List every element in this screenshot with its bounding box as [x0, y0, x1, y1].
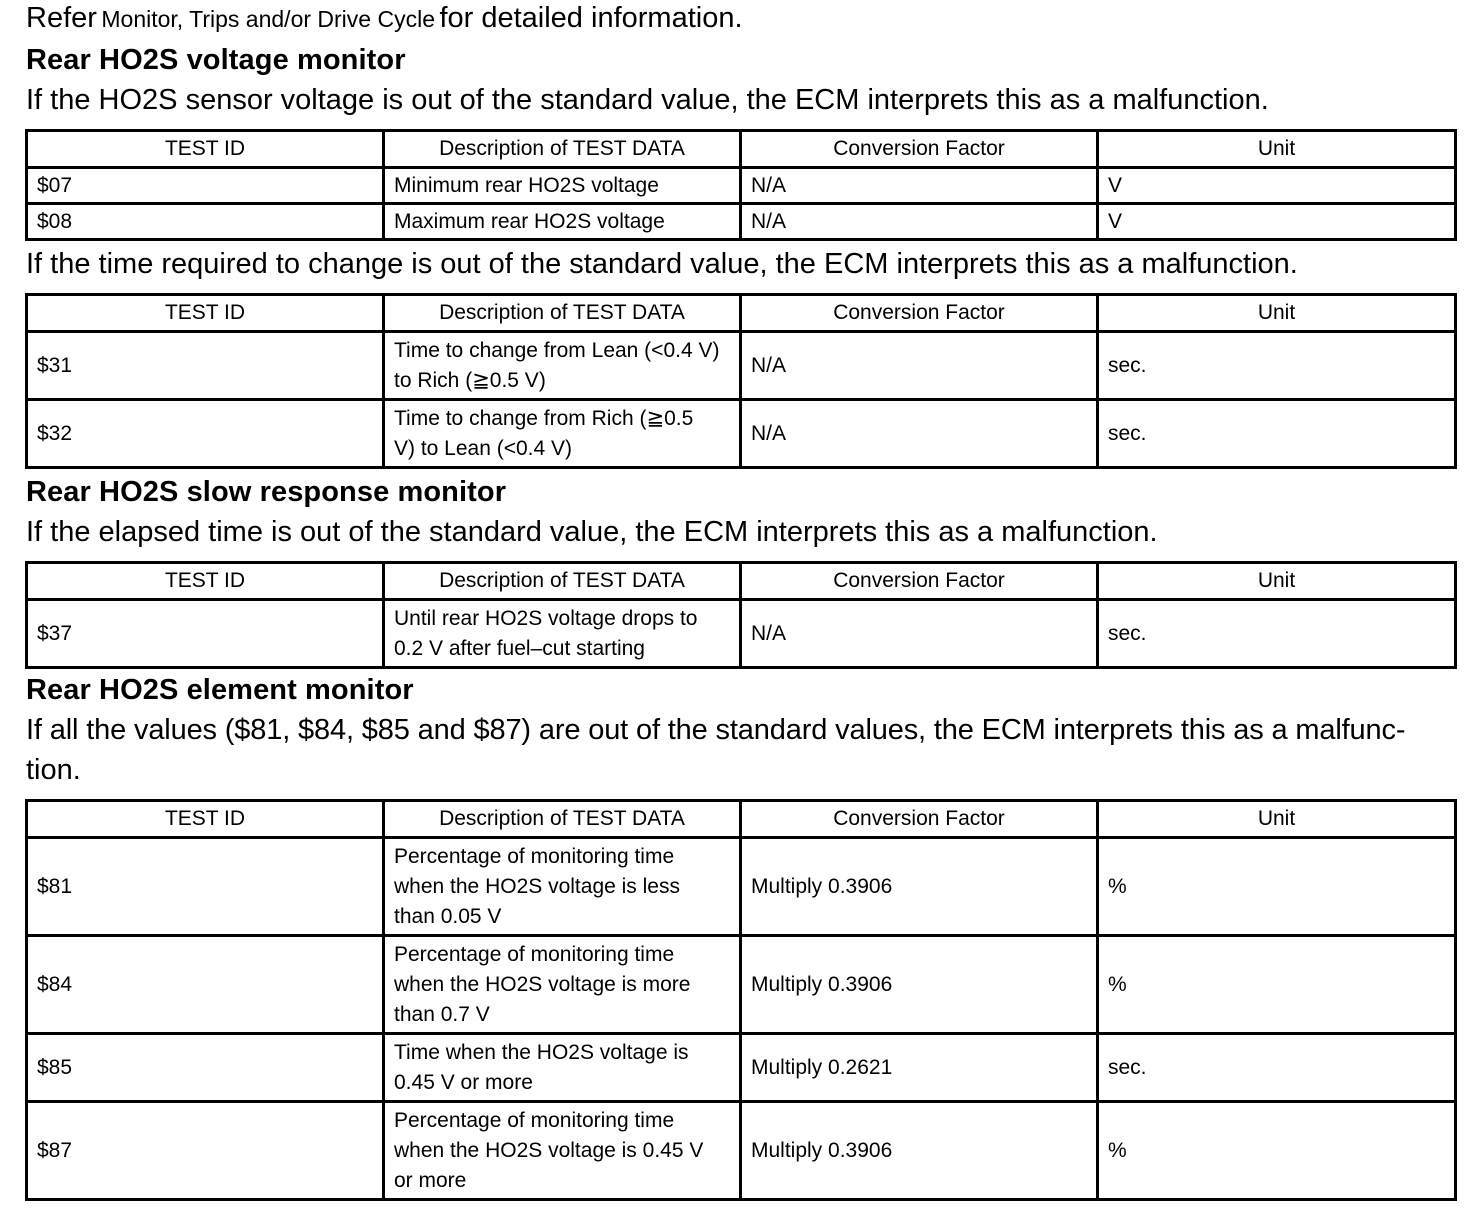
intro-refer-word: Refer [26, 2, 97, 34]
table-row [27, 838, 1456, 936]
table-header-row [27, 563, 1456, 600]
cell-test-id: $32 [27, 400, 384, 468]
desc-line: when the HO2S voltage is less [394, 874, 680, 898]
desc-line: Percentage of monitoring time [394, 942, 675, 966]
table-row [27, 936, 1456, 1034]
cell-description [384, 168, 741, 204]
desc-line: to Rich (≧0.5 V) [394, 368, 546, 392]
col-header-description: Description of TEST DATA [384, 801, 741, 838]
table-row [27, 400, 1456, 468]
cell-test-id: $37 [27, 600, 384, 668]
col-header-unit: Unit [1098, 801, 1456, 838]
cell-unit: sec. [1098, 600, 1456, 668]
cell-unit: sec. [1098, 332, 1456, 400]
cell-description [384, 600, 741, 668]
col-header-test-id: TEST ID [27, 131, 384, 168]
table-header-row [27, 131, 1456, 168]
desc-line: Percentage of monitoring time [394, 1108, 675, 1132]
col-header-conversion-factor: Conversion Factor [741, 295, 1098, 332]
col-header-conversion-factor: Conversion Factor [741, 801, 1098, 838]
cell-unit: sec. [1098, 400, 1456, 468]
text-element-line1: If all the values ($81, $84, $85 and $87) are out of the standard values, the ECM interprets this as a malfunc- [26, 714, 1406, 746]
table-row [27, 600, 1456, 668]
text-slow-response: If the elapsed time is out of the standard value, the ECM interprets this as a malfunction. [26, 516, 1158, 548]
cell-description [384, 1102, 741, 1200]
desc-line: when the HO2S voltage is 0.45 V [394, 1138, 704, 1162]
col-header-description: Description of TEST DATA [384, 295, 741, 332]
intro-refer-link[interactable]: Monitor, Trips and/or Drive Cycle [101, 6, 435, 32]
col-header-unit: Unit [1098, 131, 1456, 168]
text-time-change: If the time required to change is out of the standard value, the ECM interprets this as a malfunction. [26, 248, 1298, 280]
intro-line [26, 2, 743, 35]
col-header-test-id: TEST ID [27, 563, 384, 600]
cell-test-id: $84 [27, 936, 384, 1034]
cell-test-id: $87 [27, 1102, 384, 1200]
desc-line: V) to Lean (<0.4 V) [394, 436, 573, 460]
col-header-description: Description of TEST DATA [384, 563, 741, 600]
cell-conversion-factor: N/A [741, 332, 1098, 400]
table-voltage-monitor [25, 129, 1457, 241]
cell-unit: V [1098, 168, 1456, 204]
cell-conversion-factor: Multiply 0.3906 [741, 1102, 1098, 1200]
desc-line: or more [394, 1168, 467, 1192]
desc-line: Time to change from Lean (<0.4 V) [394, 338, 720, 362]
col-header-conversion-factor: Conversion Factor [741, 563, 1098, 600]
table-row [27, 204, 1456, 240]
col-header-unit: Unit [1098, 295, 1456, 332]
table-header-row [27, 801, 1456, 838]
cell-test-id: $81 [27, 838, 384, 936]
heading-slow-response-monitor: Rear HO2S slow response monitor [26, 476, 507, 508]
cell-conversion-factor: N/A [741, 168, 1098, 204]
col-header-unit: Unit [1098, 563, 1456, 600]
text-voltage-monitor: If the HO2S sensor voltage is out of the standard value, the ECM interprets this as a malfunction. [26, 84, 1269, 116]
desc-line: Until rear HO2S voltage drops to [394, 606, 698, 630]
col-header-conversion-factor: Conversion Factor [741, 131, 1098, 168]
table-row [27, 1102, 1456, 1200]
cell-test-id: $08 [27, 204, 384, 240]
cell-description [384, 936, 741, 1034]
table-header-row [27, 295, 1456, 332]
desc-line: 0.45 V or more [394, 1070, 533, 1094]
cell-description [384, 838, 741, 936]
cell-conversion-factor: Multiply 0.3906 [741, 838, 1098, 936]
cell-unit: % [1098, 838, 1456, 936]
table-row [27, 1034, 1456, 1102]
cell-unit: % [1098, 1102, 1456, 1200]
cell-conversion-factor: Multiply 0.3906 [741, 936, 1098, 1034]
cell-conversion-factor: N/A [741, 204, 1098, 240]
desc-line: Maximum rear HO2S voltage [394, 209, 665, 233]
table-element-monitor [25, 799, 1457, 1201]
cell-description [384, 204, 741, 240]
desc-line: than 0.7 V [394, 1002, 490, 1026]
cell-conversion-factor: Multiply 0.2621 [741, 1034, 1098, 1102]
intro-refer-rest: for detailed information. [439, 2, 743, 34]
cell-test-id: $31 [27, 332, 384, 400]
heading-element-monitor: Rear HO2S element monitor [26, 674, 414, 706]
text-element-line2: tion. [26, 754, 81, 786]
desc-line: when the HO2S voltage is more [394, 972, 691, 996]
cell-unit: V [1098, 204, 1456, 240]
table-time-change [25, 293, 1457, 469]
cell-description [384, 400, 741, 468]
col-header-test-id: TEST ID [27, 295, 384, 332]
cell-unit: sec. [1098, 1034, 1456, 1102]
desc-line: Minimum rear HO2S voltage [394, 173, 659, 197]
cell-conversion-factor: N/A [741, 400, 1098, 468]
desc-line: than 0.05 V [394, 904, 502, 928]
cell-description [384, 1034, 741, 1102]
desc-line: Time when the HO2S voltage is [394, 1040, 689, 1064]
table-row [27, 332, 1456, 400]
col-header-description: Description of TEST DATA [384, 131, 741, 168]
heading-voltage-monitor: Rear HO2S voltage monitor [26, 44, 406, 76]
cell-test-id: $07 [27, 168, 384, 204]
col-header-test-id: TEST ID [27, 801, 384, 838]
table-row [27, 168, 1456, 204]
desc-line: Percentage of monitoring time [394, 844, 675, 868]
cell-unit: % [1098, 936, 1456, 1034]
cell-description [384, 332, 741, 400]
desc-line: Time to change from Rich (≧0.5 [394, 406, 694, 430]
cell-test-id: $85 [27, 1034, 384, 1102]
cell-conversion-factor: N/A [741, 600, 1098, 668]
desc-line: 0.2 V after fuel–cut starting [394, 636, 645, 660]
table-slow-response [25, 561, 1457, 669]
